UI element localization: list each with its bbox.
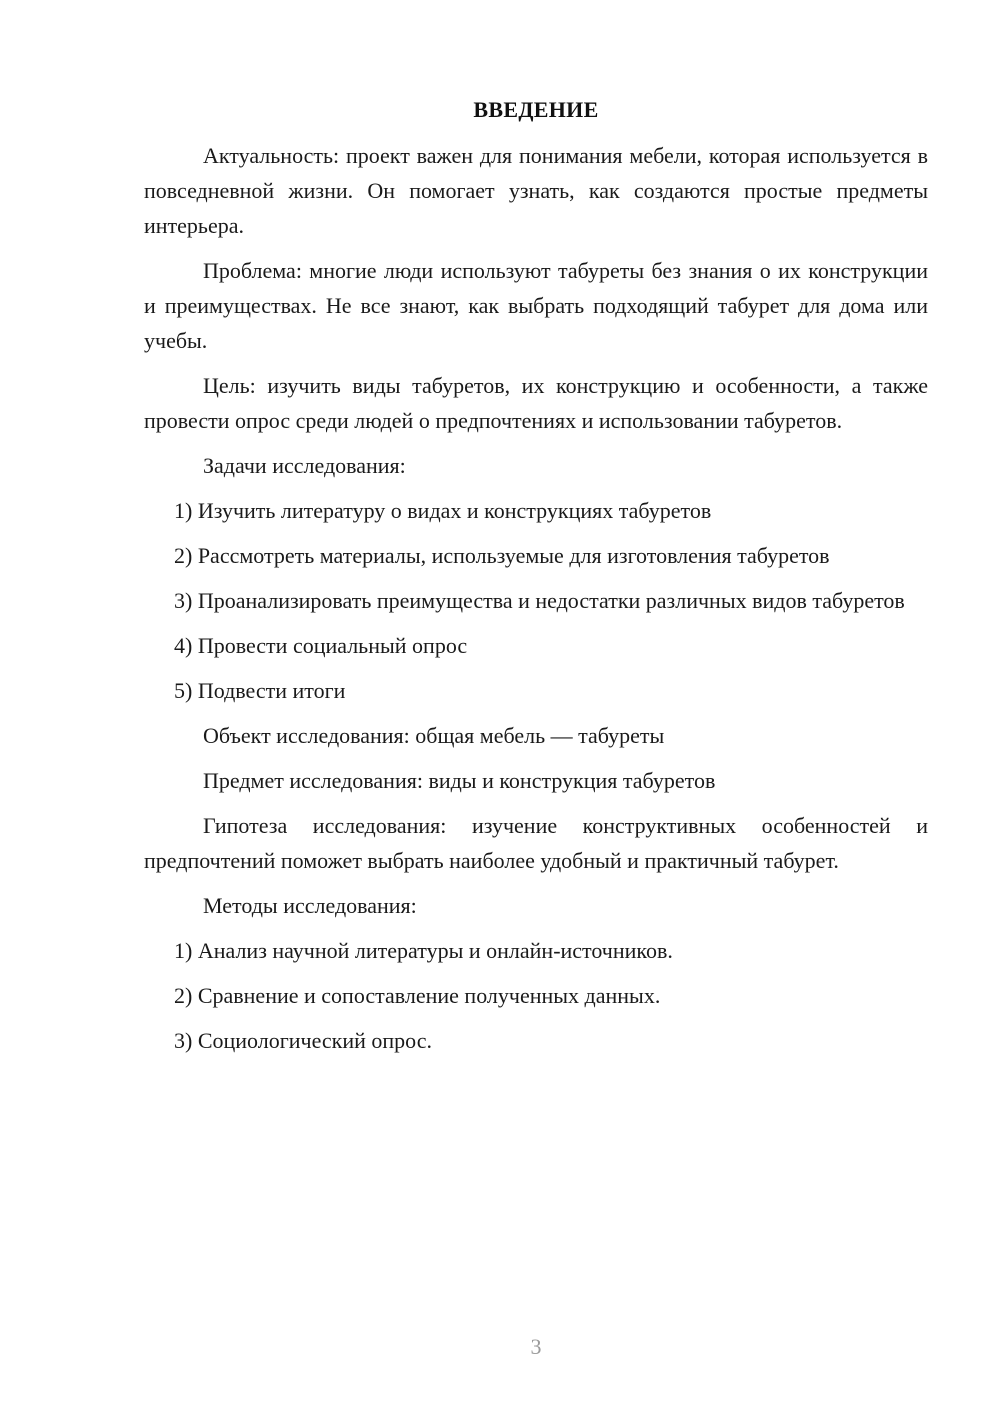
hypothesis-paragraph: Гипотеза исследования: изучение конструктивных особенностей и предпочтений поможет выбрать наиболее удобный и практичный табурет. [144, 813, 928, 873]
page-number: 3 [530, 1334, 542, 1359]
goal-paragraph: Цель: изучить виды табуретов, их конструкцию и особенности, а также провести опрос среди людей о предпочтениях и использовании табуретов. [144, 373, 928, 433]
method-item-2: 2) Сравнение и сопоставление полученных данных. [174, 983, 661, 1008]
problem-paragraph: Проблема: многие люди используют табуреты без знания о их конструкции и преимуществах. Не все знают, как выбрать подходящий табурет для дома или учебы. [144, 258, 928, 353]
document-body [144, 96, 928, 1068]
method-item-3: 3) Социологический опрос. [174, 1028, 432, 1053]
methods-heading: Методы исследования: [203, 893, 417, 918]
task-item-4: 4) Провести социальный опрос [174, 633, 468, 658]
method-item-1: 1) Анализ научной литературы и онлайн-источников. [174, 938, 673, 963]
task-item-3: 3) Проанализировать преимущества и недостатки различных видов табуретов [174, 588, 905, 613]
document-title: ВВЕДЕНИЕ [473, 97, 599, 122]
task-item-1: 1) Изучить литературу о видах и конструкциях табуретов [174, 498, 712, 523]
relevance-paragraph: Актуальность: проект важен для понимания мебели, которая используется в повседневной жизни. Он помогает узнать, как создаются простые предметы интерьера. [144, 143, 928, 238]
research-subject-paragraph: Предмет исследования: виды и конструкция табуретов [203, 768, 716, 793]
task-item-5: 5) Подвести итоги [174, 678, 346, 703]
task-item-2: 2) Рассмотреть материалы, используемые для изготовления табуретов [174, 543, 830, 568]
research-object-paragraph: Объект исследования: общая мебель — табуреты [203, 723, 665, 748]
tasks-heading: Задачи исследования: [203, 453, 406, 478]
